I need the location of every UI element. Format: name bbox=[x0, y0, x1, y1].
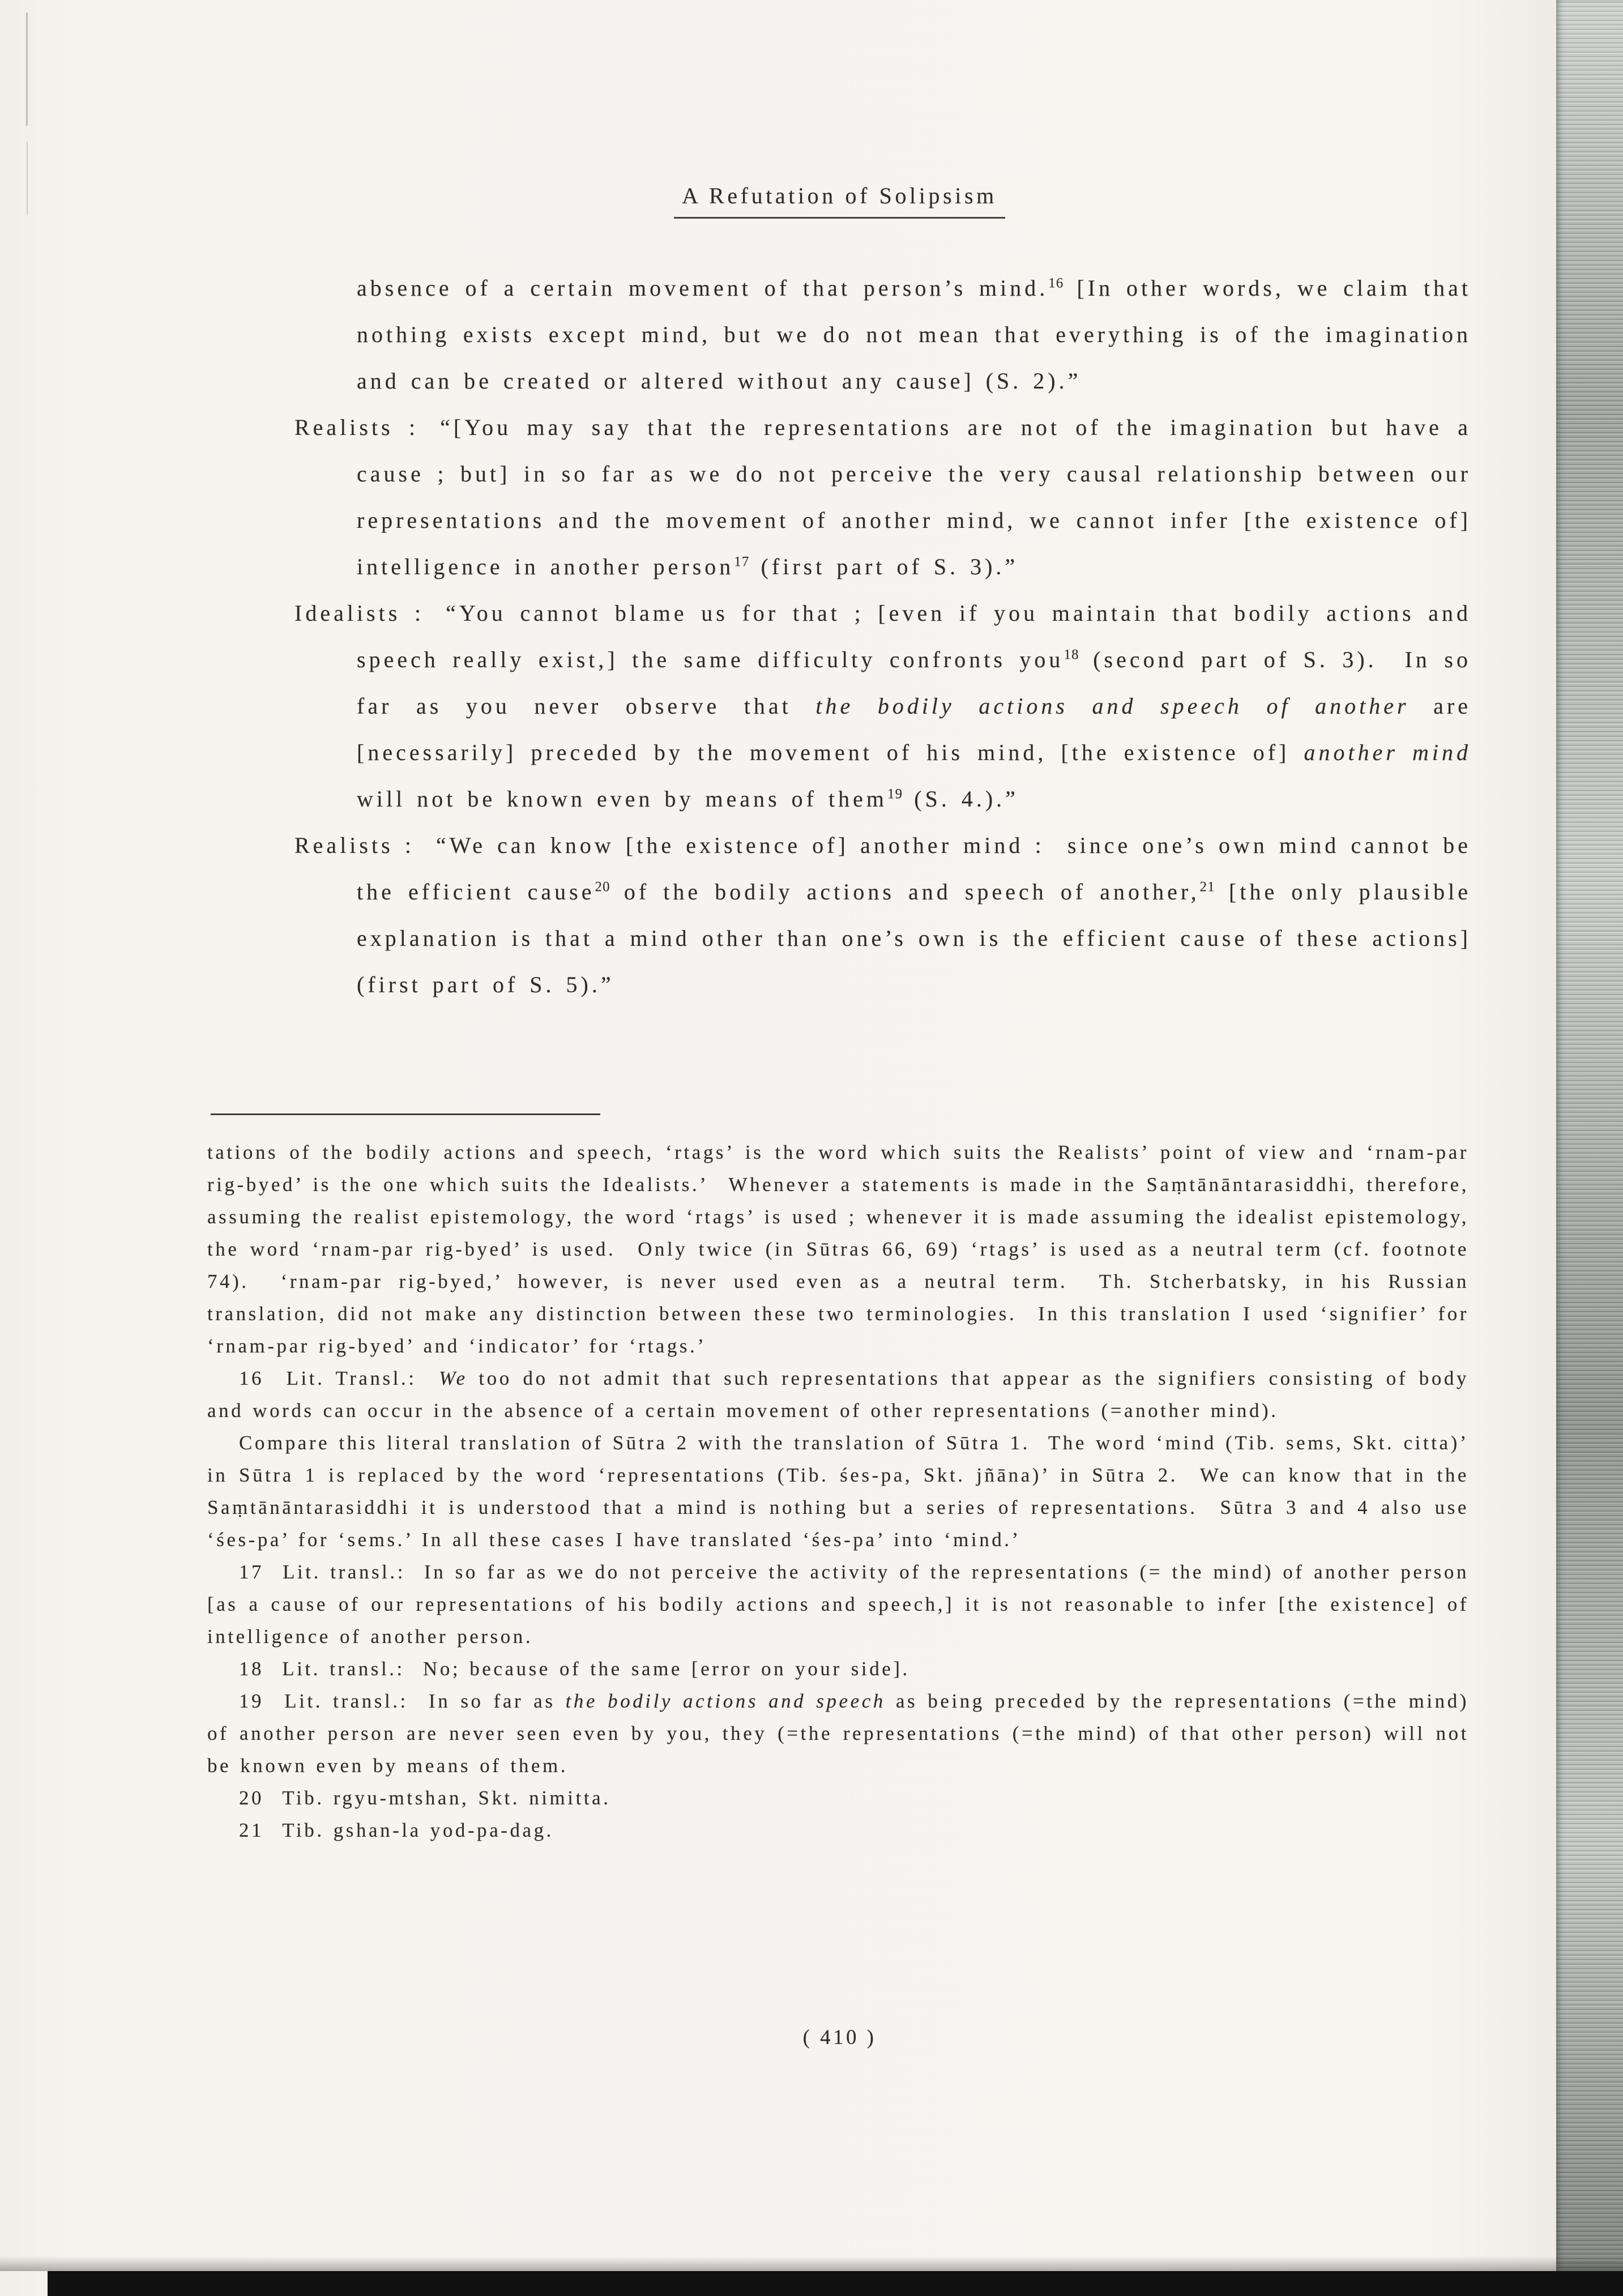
body-paragraph bbox=[210, 265, 1471, 404]
body-paragraph bbox=[210, 404, 1471, 590]
speaker-label: Realists : bbox=[294, 415, 419, 440]
body-paragraph bbox=[210, 822, 1471, 1008]
paragraph-text: “You cannot blame us for that ; [even if you maintain that bodily actions and speech really exist,] the same difficulty confronts you$^{18}$ (second part of S. 3). In so far as you never observe that the bodily actions and speech of another are [necessarily] preceded by the movement of his mind, [the existence of] another mind will not be known even by means of them$^{19}$ (S. 4.).” bbox=[357, 600, 1471, 812]
footnote-19: 19 Lit. transl.: In so far as the bodily actions and speech as being preceded by the representations (=the mind) of another person are never seen even by you, they (=the representations (=the mind) of that other person) will not be known even by means of them. bbox=[207, 1690, 1469, 1777]
speaker-label: Idealists : bbox=[294, 600, 425, 626]
paragraph-text: “We can know [the existence of] another mind : since one’s own mind cannot be the efficient cause$^{20}$ of the bodily actions and speech of another,$^{21}$ [the only plausible explanation is that a mind other than one’s own is the efficient cause of these actions] (first part of S. 5).” bbox=[357, 833, 1471, 997]
scan-book-edge-strip bbox=[1556, 0, 1623, 2296]
scan-bottom-black-band bbox=[48, 2271, 1623, 2296]
footnote-continuation: tations of the bodily actions and speech, ‘rtags’ is the word which suits the Realists’ point of view and ‘rnam-par rig-byed’ is the one which suits the Idealists.’ Whenever a statements is made in the Saṃtānāntarasiddhi, therefore, assuming the realist epistemology, the word ‘rtags’ is used ; whenever it is made assuming the idealist epistemology, the word ‘rnam-par rig-byed’ is used. Only twice (in Sūtras 66, 69) ‘rtags’ is used as a neutral term (cf. footnote 74). ‘rnam-par rig-byed,’ however, is never used even as a neutral term. Th. Stcherbatsky, in his Russian translation, did not make any distinction between these two terminologies. In this translation I used ‘signifier’ for ‘rnam-par rig-byed’ and ‘indicator’ for ‘rtags.’ bbox=[207, 1141, 1469, 1357]
footnote-16: 16 Lit. Transl.: We too do not admit that such representations that appear as the signifiers consisting of body and words can occur in the absence of a certain movement of other representations (=another mind). bbox=[207, 1367, 1469, 1422]
footnote-17: 17 Lit. transl.: In so far as we do not perceive the activity of the representations (= the mind) of another person [as a cause of our representations of his bodily actions and speech,] it is not reasonable to infer [the existence] of intelligence of another person. bbox=[207, 1561, 1469, 1648]
footnote-18: 18 Lit. transl.: No; because of the same [error on your side]. bbox=[239, 1658, 910, 1680]
page-header bbox=[210, 182, 1470, 219]
scan-left-mark-1 bbox=[26, 12, 28, 126]
main-text bbox=[210, 265, 1471, 1008]
footnote-21: 21 Tib. gshan-la yod-pa-dag. bbox=[239, 1819, 554, 1841]
page-title: A Refutation of Solipsism bbox=[674, 182, 1005, 219]
body-paragraph bbox=[210, 590, 1471, 822]
footnotes bbox=[207, 1136, 1469, 1846]
footnote-20: 20 Tib. rgyu-mtshan, Skt. nimitta. bbox=[239, 1787, 611, 1809]
footnote-compare-note: Compare this literal translation of Sūtra 2 with the translation of Sūtra 1. The word ‘mind (Tib. sems, Skt. citta)’ in Sūtra 1 is replaced by the word ‘representations (Tib. śes-pa, Skt. jñāna)’ in Sūtra 2. We can know that in the Saṃtānāntarasiddhi it is understood that a mind is nothing but a series of representations. Sūtra 3 and 4 also use ‘śes-pa’ for ‘sems.’ In all these cases I have translated ‘śes-pa’ into ‘mind.’ bbox=[207, 1432, 1469, 1551]
paragraph-text: “[You may say that the representations are not of the imagination but have a cause ; but] in so far as we do not perceive the very causal relationship between our representations and the movement of another mind, we cannot infer [the existence of] intelligence in another person$^{17}$ (first part of S. 3).” bbox=[357, 415, 1471, 579]
page-number: ( 410 ) bbox=[802, 2026, 877, 2049]
paragraph-text: absence of a certain movement of that person’s mind.$^{16}$ [In other words, we claim that nothing exists except mind, but we do not mean that everything is of the imagination and can be created or altered without any cause] (S. 2).” bbox=[357, 275, 1471, 394]
speaker-label: Realists : bbox=[294, 833, 415, 858]
scan-bottom-shadow bbox=[0, 2256, 1623, 2271]
scan-left-mark-2 bbox=[27, 142, 28, 215]
footnote-separator bbox=[211, 1113, 600, 1115]
